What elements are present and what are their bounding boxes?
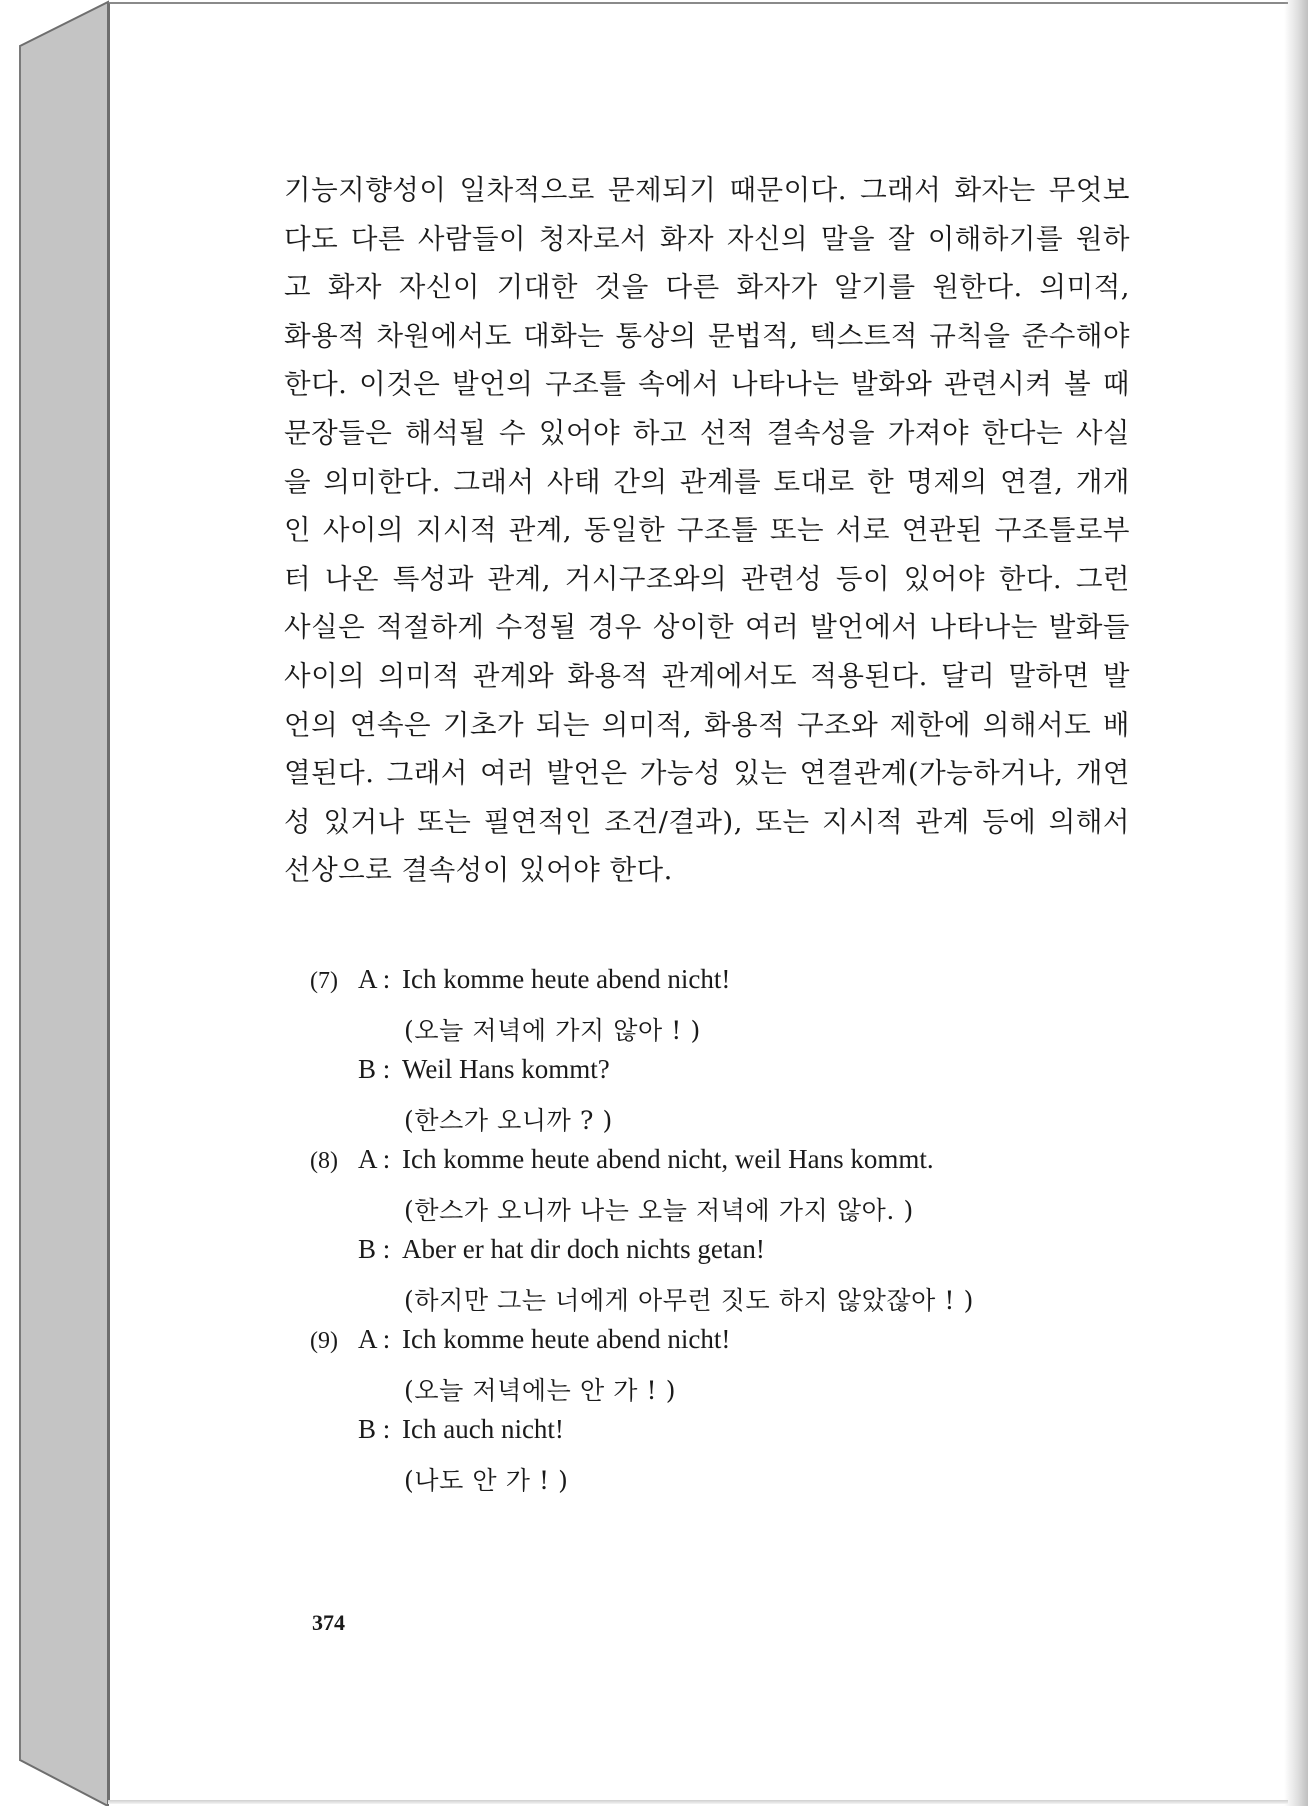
example-8-a-korean [310,1189,1090,1234]
example-8-a-german [310,1144,1090,1189]
speaker-label: B : [358,1414,391,1444]
paragraph-line: 열된다. 그래서 여러 발언은 가능성 있는 연결관계(가능하거나, 개연 [284,757,1130,790]
paragraph-line: 화용적 차원에서도 대화는 통상의 문법적, 텍스트적 규칙을 준수해야 [284,319,1130,352]
example-number: (8) [310,1148,338,1174]
dialogue-examples [310,964,1090,1504]
example-7-b-korean [310,1099,1090,1144]
korean-translation: (오늘 저녁에는 안 가 ! ) [404,1376,677,1405]
example-9-a-korean [310,1369,1090,1414]
example-8-b-german [310,1234,1090,1279]
german-utterance: Weil Hans kommt? [402,1054,610,1084]
paragraph-line: 고 화자 자신이 기대한 것을 다른 화자가 알기를 원한다. 의미적, [284,271,1130,304]
paragraph-line: 사실은 적절하게 수정될 경우 상이한 여러 발언에서 나타나는 발화들 [284,611,1130,644]
paragraph-line: 문장들은 해석될 수 있어야 하고 선적 결속성을 가져야 한다는 사실 [284,416,1130,449]
example-9-a-german [310,1324,1090,1369]
paragraph-line: 다도 다른 사람들이 청자로서 화자 자신의 말을 잘 이해하기를 원하 [284,222,1130,255]
korean-translation: (나도 안 가 ! ) [404,1466,569,1495]
korean-translation: (한스가 오니까 나는 오늘 저녁에 가지 않아. ) [404,1196,914,1225]
speaker-label: B : [358,1054,391,1084]
example-9-b-german [310,1414,1090,1459]
example-7-a-korean [310,1009,1090,1054]
german-utterance: Ich auch nicht! [402,1414,564,1444]
speaker-label: A : [358,1144,391,1174]
german-utterance: Aber er hat dir doch nichts getan! [402,1234,765,1264]
speaker-label: A : [358,1324,391,1354]
german-utterance: Ich komme heute abend nicht, weil Hans kommt. [402,1144,934,1174]
body-paragraph [284,166,1130,895]
example-7-b-german [310,1054,1090,1099]
example-number: (9) [310,1328,338,1354]
paragraph-line: 인 사이의 지시적 관계, 동일한 구조틀 또는 서로 연관된 구조틀로부 [284,514,1130,547]
book-spine [0,0,112,1806]
paragraph-line: 을 의미한다. 그래서 사태 간의 관계를 토대로 한 명제의 연결, 개개 [284,465,1130,498]
german-utterance: Ich komme heute abend nicht! [402,1324,731,1354]
page-bottom-edge [108,1800,1288,1804]
paragraph-line: 기능지향성이 일차적으로 문제되기 때문이다. 그래서 화자는 무엇보 [284,174,1130,206]
paragraph-line: 터 나온 특성과 관계, 거시구조와의 관련성 등이 있어야 한다. 그런 [284,562,1130,595]
speaker-label: A : [358,964,391,994]
german-utterance: Ich komme heute abend nicht! [402,964,731,994]
speaker-label: B : [358,1234,391,1264]
paragraph-line: 한다. 이것은 발언의 구조틀 속에서 나타나는 발화와 관련시켜 볼 때 [284,368,1130,401]
example-number: (7) [310,968,338,994]
example-9-b-korean [310,1459,1090,1504]
korean-translation: (오늘 저녁에 가지 않아 ! ) [404,1016,701,1045]
example-8-b-korean [310,1279,1090,1324]
paragraph-line: 성 있거나 또는 필연적인 조건/결과), 또는 지시적 관계 등에 의해서 [284,805,1130,838]
paragraph-line: 선상으로 결속성이 있어야 한다. [284,854,673,887]
page-number: 374 [312,1610,345,1635]
page-edge-shadow [1284,0,1308,1806]
example-7-a-german [310,964,1090,1009]
paragraph-line: 언의 연속은 기초가 되는 의미적, 화용적 구조와 제한에 의해서도 배 [284,708,1130,741]
korean-translation: (하지만 그는 너에게 아무런 짓도 하지 않았잖아 ! ) [404,1286,974,1315]
korean-translation: (한스가 오니까 ? ) [404,1106,613,1135]
paragraph-line: 사이의 의미적 관계와 화용적 관계에서도 적용된다. 달리 말하면 발 [284,659,1130,692]
